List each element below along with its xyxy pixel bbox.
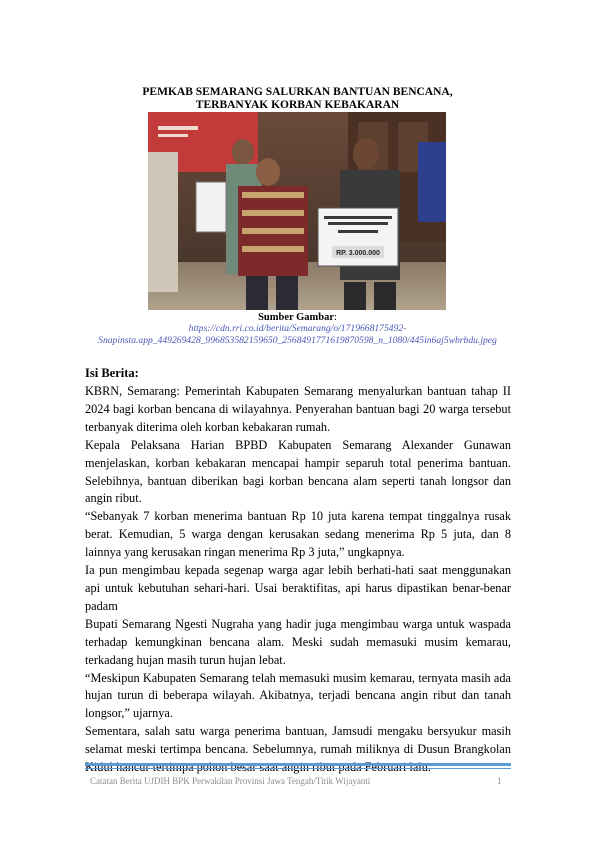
news-photo-illustration [148, 112, 446, 310]
image-source-url-line-2[interactable]: Snapinsta.app_449269428_996853582159650_2568491771619870598_n_1080/445in6aj5wbrbdu.jpeg [98, 335, 497, 346]
image-source-url[interactable] [60, 323, 535, 347]
footer-rule-thick [85, 763, 511, 766]
image-source-url-line-1[interactable]: https://cdn.rri.co.id/berita/Semarang/o/1719668175492- [188, 323, 407, 334]
article-title-line-1: PEMKAB SEMARANG SALURKAN BANTUAN BENCANA, [142, 86, 453, 98]
article-title-line-2: TERBANYAK KORBAN KEBAKARAN [195, 99, 400, 111]
caption-label-text: Sumber Gambar [258, 312, 334, 323]
footer-text: Catatan Berita UJDIH BPK Perwakilan Provinsi Jawa Tengah/Titik Wijayanti [90, 776, 371, 786]
paragraph-2: Kepala Pelaksana Harian BPBD Kabupaten Semarang Alexander Gunawan menjelaskan, korban kebakaran mencapai hampir separuh total penerima bantuan. Selebihnya, bantuan diberikan bagi korban bencana alam seperti tanah longsor dan angin ribut. [85, 437, 511, 506]
paragraph-7: Sementara, salah satu warga penerima bantuan, Jamsudi mengaku bersyukur masih selamat meski tertimpa bencana. Sebelumnya, rumah miliknya di Dusun Brangkolan [85, 724, 511, 757]
news-photo [148, 112, 446, 310]
caption-separator: : [334, 312, 337, 323]
paragraph-1: KBRN, Semarang: Pemerintah Kabupaten Semarang menyalurkan bantuan tahap II 2024 bagi korban bencana di wilayahnya. Penyerahan bantuan bagi 20 warga tersebut terbanyak diterima oleh korban kebakaran rumah. [85, 384, 511, 434]
paragraph-6: “Meskipun Kabupaten Semarang telah memasuki musim kemarau, ternyata masih ada hujan turun di beberapa wilayah. Akibatnya, terjadi bencana angin ribut dan tanah longsor,” ujarnya. [85, 670, 511, 721]
article-body [85, 383, 511, 777]
paragraph-4: Ia pun mengimbau kepada segenap warga agar lebih berhati-hati saat menggunakan api untuk kebutuhan sehari-hari. Usai beraktifitas, api harus dipastikan benar-benar padam [85, 563, 511, 613]
section-heading: Isi Berita: [85, 366, 139, 380]
aid-board-amount: RP. 3.000.000 [336, 250, 380, 257]
paragraph-5: Bupati Semarang Ngesti Nugraha yang hadir juga mengimbau warga untuk waspada terhadap kemungkinan bencana alam. Meski sudah memasuki musim kemarau, terkadang hujan masih turun hujan lebat. [85, 616, 511, 667]
paragraph-3: “Sebanyak 7 korban menerima bantuan Rp 10 juta karena tempat tinggalnya rusak berat. Kemudian, 5 warga dengan kerusakan sedang menerima Rp 5 juta, dan 8 lainnya yang kerusakan ringan menerima Rp 3 juta,” ungkapnya. [85, 509, 511, 560]
article-title [0, 86, 595, 112]
footer-rule-thin [85, 768, 511, 769]
page-number: 1 [497, 776, 502, 786]
